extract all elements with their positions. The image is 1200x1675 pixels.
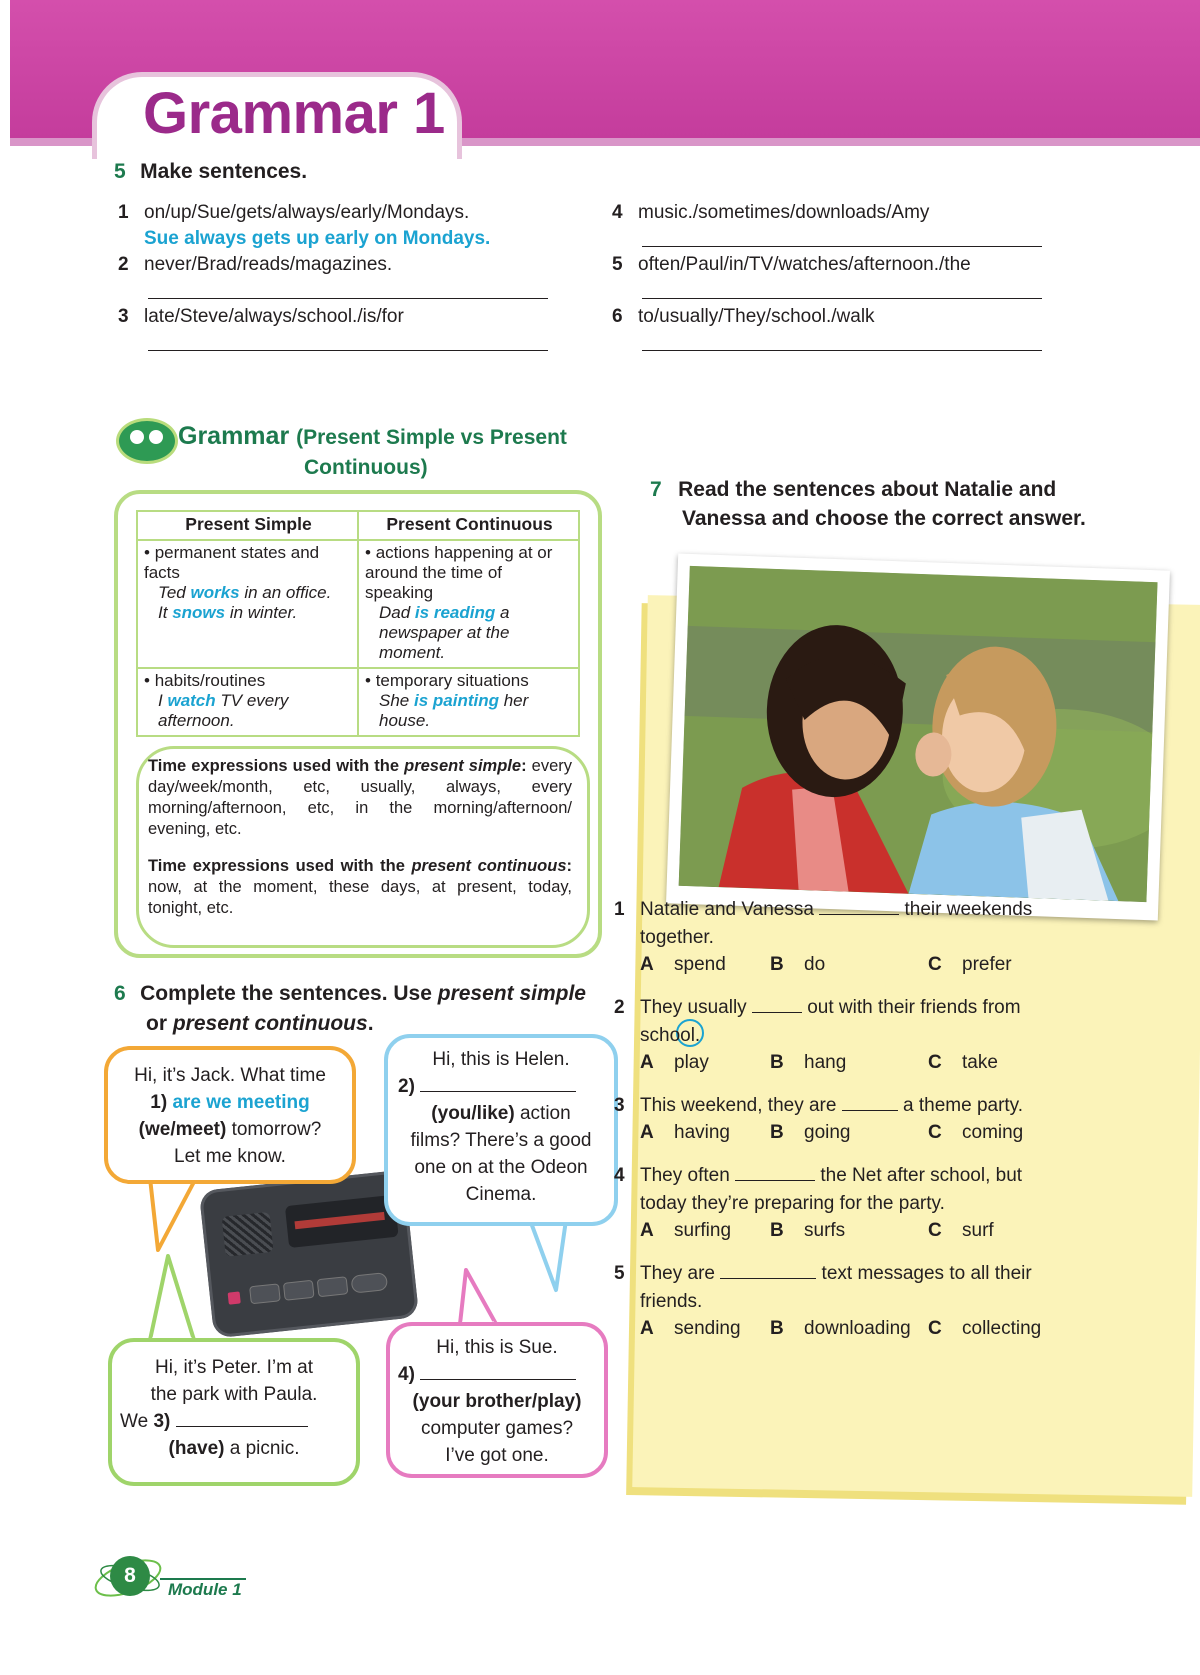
example: It xyxy=(158,603,168,622)
item-prompt: late/Steve/always/school./is/for xyxy=(144,306,404,327)
exercise-number: 6 xyxy=(114,982,126,1005)
question-text: school. xyxy=(640,1025,701,1046)
item-number: 1 xyxy=(118,202,129,223)
question-text: They usually xyxy=(640,997,747,1018)
option-c[interactable] xyxy=(928,1052,998,1074)
gap-line[interactable] xyxy=(720,1262,816,1279)
instruction: or xyxy=(146,1012,167,1035)
speech-bubble-peter xyxy=(108,1338,360,1486)
option-letter: C xyxy=(928,1220,942,1241)
photo-frame xyxy=(666,554,1170,921)
question-text: They often xyxy=(640,1165,730,1186)
item-prompt: never/Brad/reads/magazines. xyxy=(144,254,393,275)
option-c[interactable] xyxy=(928,1220,994,1242)
item-number: 3 xyxy=(118,306,129,327)
exercise-instruction: Make sentences. xyxy=(140,160,308,183)
option-text: collecting xyxy=(962,1318,1042,1339)
ex7-question-5 xyxy=(614,1260,1054,1316)
option-c[interactable] xyxy=(928,954,1012,976)
item-prompt: often/Paul/in/TV/watches/afternoon./the xyxy=(638,254,971,275)
instruction: Vanessa and choose the correct answer. xyxy=(682,507,1086,530)
item-number: 6 xyxy=(612,306,623,327)
col-header-present-simple: Present Simple xyxy=(137,511,358,540)
question-number: 3 xyxy=(614,1095,625,1116)
bubble-line: Hi, it’s Jack. What time xyxy=(134,1065,326,1086)
option-a[interactable] xyxy=(640,1318,741,1340)
ex5-example-answer: Sue always gets up early on Mondays. xyxy=(144,228,491,249)
bubble-line: Hi, it’s Peter. I’m at xyxy=(154,1357,314,1378)
page-title: Grammar 1 xyxy=(143,81,445,146)
bubble-line: the park with Paula. xyxy=(150,1384,318,1405)
item-number: 4 xyxy=(612,202,623,223)
option-text: take xyxy=(962,1052,998,1073)
option-text: coming xyxy=(962,1122,1024,1143)
question-text: together. xyxy=(640,927,714,948)
example-verb: is reading xyxy=(414,603,496,622)
option-letter: A xyxy=(640,1318,654,1339)
bubble-line: Let me know. xyxy=(174,1146,286,1167)
option-letter: C xyxy=(928,1318,942,1339)
example-answer: are we meeting xyxy=(172,1092,310,1113)
item-prompt: to/usually/They/school./walk xyxy=(638,306,875,327)
bubble-line: one on at the Odeon xyxy=(414,1157,588,1178)
option-a[interactable] xyxy=(640,954,726,976)
item-number: 2 xyxy=(118,254,129,275)
option-text: hang xyxy=(804,1052,847,1073)
bubble-line: I’ve got one. xyxy=(445,1445,549,1466)
option-text: having xyxy=(674,1122,730,1143)
example: She xyxy=(379,691,410,710)
option-c[interactable] xyxy=(928,1318,1041,1340)
table-cell: • actions happening at or around the time of speaking Dad is reading a newspaper at the moment. xyxy=(358,540,579,668)
option-text: play xyxy=(674,1052,709,1073)
verb-cue: (we/meet) xyxy=(138,1119,227,1140)
gap-line[interactable] xyxy=(420,1073,576,1092)
col-header-present-continuous: Present Continuous xyxy=(358,511,579,540)
page-number: 8 xyxy=(110,1556,150,1596)
grammar-subtitle: (Present Simple vs Present xyxy=(296,426,567,449)
table-cell: • habits/routines I watch TV every afternoon. xyxy=(137,668,358,736)
gap-number: 4) xyxy=(398,1364,415,1385)
ex7-question-1 xyxy=(614,896,1054,952)
bubble-line: a picnic. xyxy=(229,1438,300,1459)
label: Time expressions used with the xyxy=(148,757,400,775)
example: Ted xyxy=(158,583,186,602)
speech-bubble-jack xyxy=(104,1046,356,1184)
option-b[interactable] xyxy=(770,954,825,976)
option-letter: C xyxy=(928,1122,942,1143)
option-b[interactable] xyxy=(770,1052,846,1074)
option-text: prefer xyxy=(962,954,1012,975)
instruction: Complete the sentences. Use xyxy=(140,982,432,1005)
question-number: 1 xyxy=(614,899,625,920)
option-text: surf xyxy=(962,1220,994,1241)
option-letter: B xyxy=(770,1318,784,1339)
gap-line[interactable] xyxy=(819,898,899,915)
example: I xyxy=(158,691,163,710)
exercise-number: 7 xyxy=(650,478,662,501)
instruction-punct: . xyxy=(367,1012,374,1035)
ex7-question-3 xyxy=(614,1092,1054,1120)
option-text: surfs xyxy=(804,1220,846,1241)
option-b[interactable] xyxy=(770,1122,851,1144)
option-text: spend xyxy=(674,954,726,975)
option-letter: B xyxy=(770,1220,784,1241)
bubble-line: Hi, this is Sue. xyxy=(436,1337,558,1358)
tense: present continuous xyxy=(411,857,567,875)
gap-line[interactable] xyxy=(842,1094,898,1111)
option-letter: A xyxy=(640,954,654,975)
question-text: friends. xyxy=(640,1291,703,1312)
example-verb: watch xyxy=(167,691,216,710)
time-expressions-continuous: Time expressions used with the present continuous: now, at the moment, these days, at present, today, tonight, etc. xyxy=(148,857,572,917)
question-text: their weekends xyxy=(904,899,1033,920)
option-text: do xyxy=(804,954,826,975)
ex7-question-2 xyxy=(614,994,1054,1050)
option-letter: C xyxy=(928,954,942,975)
option-text: surfing xyxy=(674,1220,732,1241)
question-text: They are xyxy=(640,1263,715,1284)
example-verb: works xyxy=(190,583,240,602)
photo-illustration xyxy=(679,566,1158,902)
bubble-line: action xyxy=(519,1103,571,1124)
example: in an office. xyxy=(244,583,332,602)
instruction-tense: present continuous xyxy=(172,1012,368,1035)
gap-number: 1) xyxy=(150,1092,168,1113)
gap-line[interactable] xyxy=(420,1361,576,1380)
option-letter: A xyxy=(640,1052,654,1073)
ex7-question-4 xyxy=(614,1162,1054,1218)
item-number: 5 xyxy=(612,254,623,275)
option-c[interactable] xyxy=(928,1122,1023,1144)
option-letter: A xyxy=(640,1220,654,1241)
question-number: 4 xyxy=(614,1165,625,1186)
option-b[interactable] xyxy=(770,1220,845,1242)
question-text: a theme party. xyxy=(903,1095,1024,1116)
photo-two-girls xyxy=(679,566,1158,902)
question-number: 5 xyxy=(614,1263,625,1284)
example: a newspaper at the moment. xyxy=(379,603,510,662)
bubble-line: Cinema. xyxy=(465,1184,537,1205)
bubble-line: Hi, this is Helen. xyxy=(432,1049,570,1070)
time-expressions-simple: Time expressions used with the present simple: every day/week/month, etc, usually, always, every morning/afternoon, etc, in the morning/afternoon/ evening, etc. xyxy=(148,757,573,838)
option-b[interactable] xyxy=(770,1318,911,1340)
option-letter: C xyxy=(928,1052,942,1073)
table-cell: • permanent states and facts Ted works in an office. It snows in winter. xyxy=(137,540,358,668)
question-text: Natalie and Vanessa xyxy=(640,899,814,920)
option-letter: A xyxy=(640,1122,654,1143)
example: Dad xyxy=(379,603,411,622)
example-verb: snows xyxy=(172,603,226,622)
label: Time expressions used with the xyxy=(148,857,405,875)
option-a[interactable] xyxy=(640,1122,730,1144)
instruction-tense: present simple xyxy=(437,982,586,1005)
option-text: going xyxy=(804,1122,851,1143)
question-text: This weekend, they are xyxy=(640,1095,837,1116)
expressions: now, at the moment, these days, at present, today, tonight, etc. xyxy=(148,878,572,917)
expressions: every day/week/month, etc, usually, always, every morning/afternoon, etc, in the morning/afternoon/ evening, etc. xyxy=(148,757,573,838)
rule-text: permanent states and facts xyxy=(144,543,320,582)
exercise-7-heading xyxy=(650,476,1086,534)
rule-text: actions happening at or around the time of speaking xyxy=(365,543,553,602)
gap-number: 2) xyxy=(398,1076,415,1097)
option-text: downloading xyxy=(804,1318,911,1339)
grammar-subtitle-2: Continuous) xyxy=(304,456,428,479)
tense: present simple xyxy=(404,757,522,775)
verb-cue: (have) xyxy=(168,1438,225,1459)
bubble-line: tomorrow? xyxy=(231,1119,322,1140)
option-letter: B xyxy=(770,1122,784,1143)
bubble-line: We xyxy=(120,1411,149,1432)
exercise-number: 5 xyxy=(114,160,126,183)
instruction: Read the sentences about Natalie and xyxy=(678,478,1057,501)
option-a[interactable] xyxy=(640,1220,731,1242)
question-text: the Net after school, but xyxy=(820,1165,1023,1186)
bubble-line: films? There’s a good xyxy=(410,1130,592,1151)
option-a[interactable] xyxy=(640,1052,709,1074)
rule-text: temporary situations xyxy=(375,671,529,690)
gap-line[interactable] xyxy=(752,996,802,1013)
question-text: today they’re preparing for the party. xyxy=(640,1193,945,1214)
option-letter: B xyxy=(770,1052,784,1073)
rule-text: habits/routines xyxy=(154,671,266,690)
grammar-label: Grammar xyxy=(178,422,290,450)
gap-line[interactable] xyxy=(735,1164,815,1181)
example-verb: is painting xyxy=(413,691,499,710)
example: TV every afternoon. xyxy=(158,691,289,730)
module-label: Module 1 xyxy=(168,1580,242,1599)
example: her house. xyxy=(379,691,529,730)
gap-line[interactable] xyxy=(176,1408,308,1427)
item-prompt: on/up/Sue/gets/always/early/Mondays. xyxy=(144,202,470,223)
speech-bubble-helen xyxy=(384,1034,618,1226)
example: in winter. xyxy=(229,603,298,622)
question-number: 2 xyxy=(614,997,625,1018)
item-prompt: music./sometimes/downloads/Amy xyxy=(638,202,930,223)
verb-cue: (you/like) xyxy=(431,1103,515,1124)
bubble-line: computer games? xyxy=(420,1418,574,1439)
verb-cue: (your brother/play) xyxy=(412,1391,582,1412)
table-cell: • temporary situations She is painting her house. xyxy=(358,668,579,736)
question-text: text messages to all their xyxy=(821,1263,1032,1284)
question-text: out with their friends from xyxy=(807,997,1021,1018)
speech-bubble-sue xyxy=(386,1322,608,1478)
option-letter: B xyxy=(770,954,784,975)
option-text: sending xyxy=(674,1318,741,1339)
gap-number: 3) xyxy=(153,1411,171,1432)
